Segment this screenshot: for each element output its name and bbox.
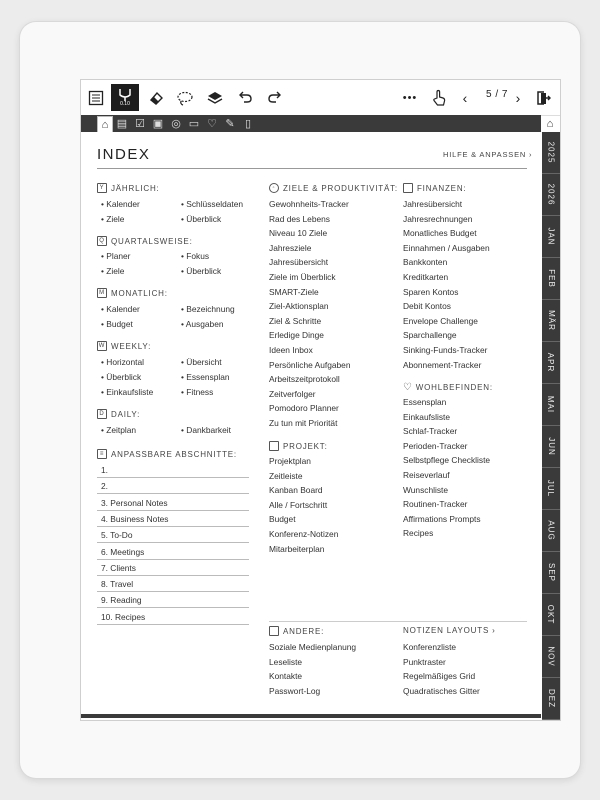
link-item[interactable]: Passwort-Log (269, 685, 321, 696)
link-item[interactable]: Bankkonten (403, 257, 448, 268)
link-item[interactable]: Gewohnheits-Tracker (269, 199, 349, 209)
wallet-icon (403, 183, 413, 193)
link-item[interactable]: Routinen-Tracker (403, 499, 468, 510)
month-tab-label: MÄR (546, 310, 556, 331)
link-item[interactable]: Zeitverfolger (269, 388, 316, 399)
section-monthly-header[interactable] (97, 288, 168, 298)
section-daily-header[interactable] (97, 409, 140, 419)
month-tab-label: DEZ (546, 689, 556, 708)
month-tab[interactable] (542, 510, 560, 552)
month-tabs (542, 132, 560, 720)
link-item[interactable]: • Planer (101, 251, 131, 261)
custom-section-row[interactable]: 1. (97, 462, 249, 478)
custom-section-row[interactable]: 4. Business Notes (97, 511, 249, 527)
link-item[interactable]: Zu tun mit Priorität (269, 418, 338, 428)
link-item[interactable]: Ziele im Überblick (269, 272, 336, 282)
quarterly-icon: Q (97, 236, 107, 246)
goals-tab-icon[interactable]: ◎ (171, 117, 181, 130)
link-item[interactable]: Zeitleiste (269, 470, 303, 481)
section-other-header[interactable] (269, 626, 324, 636)
link-item[interactable]: Debit Kontos (403, 301, 451, 312)
link-item[interactable]: Recipes (403, 528, 434, 539)
month-tab[interactable] (542, 426, 560, 468)
link-item[interactable]: Jahresziele (269, 242, 312, 253)
month-tab-label: MAI (546, 395, 556, 414)
month-tab[interactable] (542, 300, 560, 342)
link-item[interactable]: Abonnement-Tracker (403, 359, 482, 370)
home-tab-icon[interactable]: ⌂ (97, 116, 113, 132)
next-page-button[interactable]: › (515, 89, 521, 106)
month-tab[interactable] (542, 594, 560, 636)
link-item[interactable]: Sinking-Funds-Tracker (403, 345, 488, 355)
page-title: INDEX (97, 146, 151, 163)
link-item[interactable]: Monatliches Budget (403, 228, 477, 239)
section-title: ANDERE: (283, 626, 325, 636)
link-item[interactable]: • Überblick (181, 266, 222, 276)
month-tab[interactable] (542, 258, 560, 300)
link-item[interactable]: Ziel & Schritte (269, 315, 322, 326)
month-tab[interactable] (542, 636, 560, 678)
link-item[interactable]: • Überblick (181, 214, 222, 224)
month-tab-label: JUN (546, 437, 556, 456)
link-item[interactable]: SMART-Ziele (269, 286, 319, 297)
monthly-icon: M (97, 288, 107, 298)
other-divider (269, 621, 527, 622)
month-tab-label: NOV (546, 646, 556, 667)
section-title: JÄHRLICH: (111, 183, 160, 193)
section-title: WOHLBEFINDEN: (415, 383, 493, 392)
link-item[interactable]: Jahresübersicht (269, 257, 329, 268)
link-item[interactable]: • Ziele (101, 214, 125, 224)
link-item[interactable]: Essensplan (403, 397, 447, 407)
link-item[interactable]: Quadratisches Gitter (403, 685, 480, 696)
link-item[interactable]: Persönliche Aufgaben (269, 359, 351, 370)
month-tab-label: SEP (546, 562, 556, 583)
link-item[interactable]: • Einkaufsliste (101, 387, 154, 397)
link-item[interactable]: • Zeitplan (101, 425, 137, 435)
month-tab-label: APR (546, 352, 556, 373)
custom-section-row[interactable]: 6. Meetings (97, 544, 249, 560)
section-goals-header[interactable] (269, 183, 398, 193)
section-quarterly-header[interactable] (97, 236, 193, 246)
section-title: QUARTALSWEISE: (111, 236, 193, 246)
custom-section-row[interactable]: 5. To-Do (97, 527, 249, 543)
section-title: FINANZEN: (417, 183, 467, 193)
section-title: ZIELE & PRODUKTIVITÄT: (283, 183, 398, 193)
month-tab-label: 2026 (546, 183, 556, 206)
link-item[interactable]: • Budget (101, 319, 133, 329)
custom-section-row[interactable]: 7. Clients (97, 560, 249, 576)
title-divider (97, 168, 527, 169)
weekly-icon: W (98, 343, 106, 349)
custom-section-row[interactable]: 9. Reading (97, 592, 249, 608)
link-item[interactable]: • Essensplan (181, 372, 230, 382)
link-item[interactable]: Envelope Challenge (403, 315, 478, 326)
link-item[interactable]: Punktraster (403, 656, 446, 667)
help-link[interactable]: HILFE & ANPASSEN › (443, 150, 533, 159)
month-tab-label: JUL (546, 479, 556, 498)
custom-section-row[interactable]: 10. Recipes (97, 609, 249, 625)
wallet-tab-icon[interactable]: ▭ (188, 117, 200, 130)
link-item[interactable]: Mitarbeiterplan (269, 543, 325, 554)
link-item[interactable]: Arbeitszeitprotokoll (269, 374, 340, 385)
section-title: WEEKLY: (111, 341, 152, 351)
link-item[interactable]: Kontakte (269, 671, 303, 682)
tab-bar (81, 115, 541, 132)
tablet-device (20, 22, 580, 778)
touch-icon[interactable] (427, 84, 451, 111)
link-item[interactable]: • Fokus (181, 251, 210, 261)
month-tab-label: JAN (546, 227, 556, 246)
more-options-button[interactable]: ••• (402, 91, 418, 104)
link-item[interactable]: Regelmäßiges Grid (403, 671, 476, 682)
custom-section-row[interactable]: 2. (97, 478, 249, 494)
link-item[interactable]: • Fitness (181, 387, 214, 397)
tablet-screen (81, 80, 560, 720)
section-wellbeing-header[interactable] (403, 382, 493, 393)
notes-tab-icon[interactable]: ✎ (225, 117, 235, 130)
section-weekly-header[interactable] (97, 341, 151, 351)
pen-icon (118, 88, 132, 102)
link-item[interactable]: Pomodoro Planner (269, 403, 339, 414)
heart-tab-icon[interactable]: ♡ (207, 117, 217, 130)
link-item[interactable]: Jahresübersicht (403, 199, 463, 209)
section-title: PROJEKT: (283, 441, 328, 451)
month-tab[interactable] (542, 174, 560, 216)
link-item[interactable]: Perioden-Tracker (403, 440, 468, 451)
section-layouts-header[interactable] (403, 626, 496, 635)
section-title: ANPASSBARE ABSCHNITTE: (111, 449, 237, 459)
link-item[interactable]: Konferenzliste (403, 642, 457, 652)
redo-icon[interactable] (263, 84, 287, 111)
link-item[interactable]: Soziale Medienplanung (269, 642, 357, 652)
lasso-icon[interactable] (173, 84, 197, 111)
pen-size-caption: 0.10 (120, 101, 130, 107)
bottom-bar (81, 714, 541, 718)
month-tab[interactable] (542, 216, 560, 258)
section-title: MONATLICH: (111, 288, 168, 298)
checklist-tab-icon[interactable]: ☑ (135, 117, 145, 130)
link-item[interactable]: • Übersicht (181, 357, 222, 367)
link-item[interactable]: Reiseverlauf (403, 470, 450, 480)
target-icon: ◦ (269, 183, 279, 193)
link-item[interactable]: Rad des Lebens (269, 213, 330, 224)
link-item[interactable]: • Kalender (101, 304, 140, 314)
link-item[interactable]: • Bezeichnung (181, 304, 235, 314)
month-tab-label: 2025 (546, 141, 556, 164)
month-tab[interactable] (542, 552, 560, 594)
month-tab[interactable] (542, 342, 560, 384)
link-item[interactable]: • Ausgaben (181, 319, 224, 329)
link-item[interactable]: Projektplan (269, 456, 311, 466)
index-page (81, 132, 542, 720)
home-icon[interactable]: ⌂ (546, 118, 554, 130)
month-tab[interactable] (542, 678, 560, 720)
yearly-icon: Y (97, 183, 107, 193)
daily-icon: D (97, 409, 107, 419)
month-tab-label: OKT (546, 604, 556, 625)
eraser-icon[interactable] (144, 84, 168, 111)
link-item[interactable]: Affirmations Prompts (403, 513, 481, 524)
link-item[interactable]: Kreditkarten (403, 272, 449, 282)
month-tab[interactable] (542, 384, 560, 426)
undo-icon[interactable] (233, 84, 257, 111)
link-item[interactable]: Erledige Dinge (269, 330, 324, 341)
pen-tool-button[interactable] (111, 84, 139, 111)
page-indicator[interactable]: 5 / 7 (486, 89, 508, 100)
section-title: NOTIZEN LAYOUTS › (403, 626, 496, 635)
month-tab[interactable] (542, 468, 560, 510)
link-item[interactable]: Ziel-Aktionsplan (269, 301, 329, 312)
exit-icon[interactable] (531, 84, 555, 111)
link-item[interactable]: Ideen Inbox (269, 345, 313, 355)
page-tab-icon[interactable]: ▯ (244, 117, 252, 130)
section-title: DAILY: (111, 409, 141, 419)
link-item[interactable]: Schlaf-Tracker (403, 426, 458, 437)
link-item[interactable]: Niveau 10 Ziele (269, 228, 328, 239)
link-item[interactable]: Sparchallenge (403, 330, 457, 341)
section-project-header[interactable] (269, 441, 328, 451)
toolbar (81, 80, 560, 116)
section-custom-header (97, 449, 237, 459)
month-tab-label: AUG (546, 520, 556, 541)
layers-icon[interactable] (203, 84, 227, 111)
link-item[interactable]: Einkaufsliste (403, 411, 451, 422)
month-tab-label: FEB (546, 269, 556, 288)
month-tab[interactable] (542, 132, 560, 174)
list-tab-icon[interactable]: ▤ (116, 117, 128, 130)
section-yearly-header[interactable] (97, 183, 160, 193)
briefcase-tab-icon[interactable]: ▣ (152, 117, 164, 130)
section-finance-header[interactable] (403, 183, 466, 193)
link-item[interactable]: Konferenz-Notizen (269, 529, 339, 539)
briefcase-icon (269, 441, 279, 451)
link-item[interactable]: • Dankbarkeit (181, 425, 231, 435)
link-item[interactable]: • Überblick (101, 372, 142, 382)
link-item[interactable]: Selbstpflege Checkliste (403, 455, 491, 466)
page-icon (269, 626, 279, 636)
link-item[interactable]: Wunschliste (403, 484, 448, 495)
list-menu-icon[interactable] (83, 84, 109, 111)
link-item[interactable]: Kanban Board (269, 485, 323, 496)
link-item[interactable]: Budget (269, 514, 296, 525)
link-item[interactable]: Einnahmen / Ausgaben (403, 242, 490, 253)
custom-sections-icon: ≡ (97, 449, 107, 459)
prev-page-button[interactable]: ‹ (462, 89, 468, 106)
link-item[interactable]: • Schlüsseldaten (181, 199, 244, 209)
heart-icon: ♡ (403, 382, 413, 393)
custom-section-row[interactable]: 3. Personal Notes (97, 495, 249, 511)
link-item[interactable]: • Kalender (101, 199, 140, 209)
custom-section-row[interactable]: 8. Travel (97, 576, 249, 592)
link-item[interactable]: • Ziele (101, 266, 125, 276)
link-item[interactable]: • Horizontal (101, 357, 144, 367)
link-item[interactable]: Alle / Fortschritt (269, 499, 328, 510)
link-item[interactable]: Leseliste (269, 656, 303, 667)
link-item[interactable]: Sparen Kontos (403, 286, 459, 297)
link-item[interactable]: Jahresrechnungen (403, 213, 473, 224)
